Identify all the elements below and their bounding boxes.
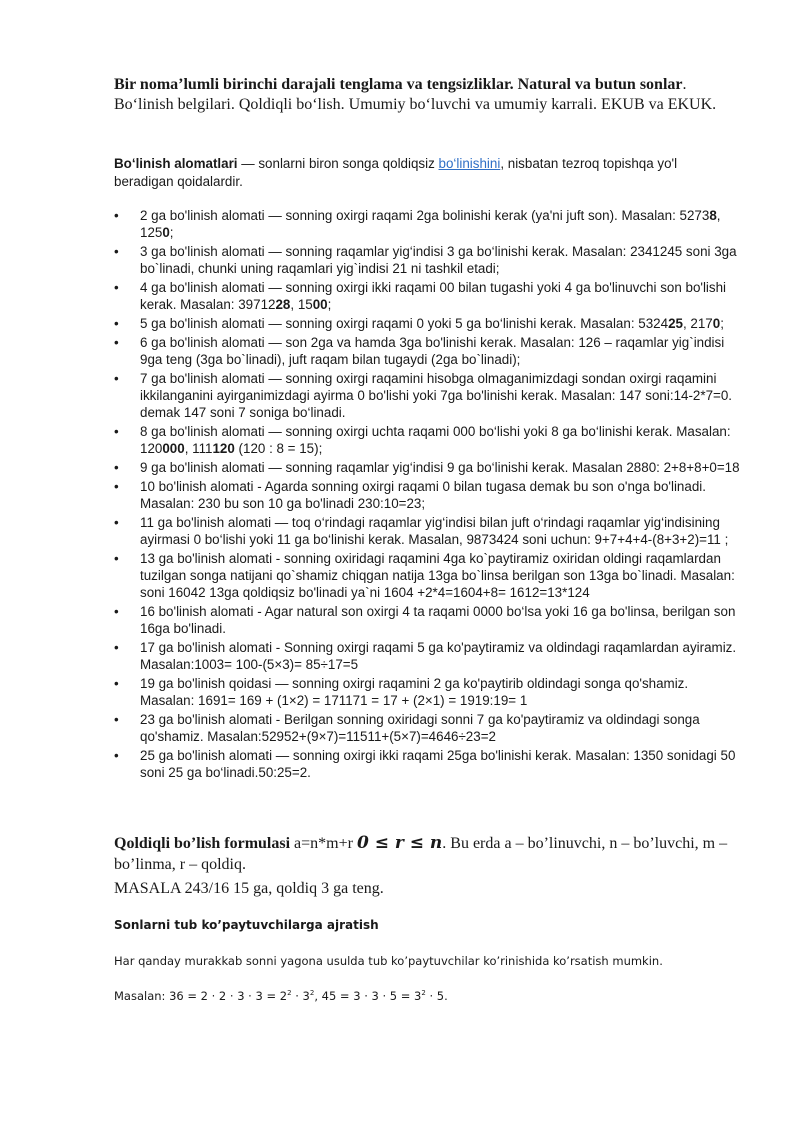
list-item bbox=[114, 514, 746, 548]
bullet: • bbox=[114, 712, 119, 727]
factorization-title: Sonlarni tub ko’paytuvchilarga ajratish bbox=[114, 918, 379, 932]
bullet: • bbox=[114, 460, 119, 475]
example-text: , 45 = 3 · 3 · 5 = 3 bbox=[314, 989, 422, 1003]
rule-bold: 0 bbox=[162, 225, 170, 240]
exponent: 2 bbox=[287, 989, 292, 997]
rule-text: 13 ga bo'linish alomati - sonning oxiridagi raqamini 4ga ko`paytiramiz oxiridan oldingi raqamlardan tuzilgan songa natijani qo`shamiz chiqgan natija 13ga bo`linsa berilgan son 13ga bo`linadi. Masalan: soni 16042 13ga qoldiqsiz bo'linadi ya`ni 1604 +2*4=1604+8= 1612=13*124 bbox=[140, 551, 735, 600]
heading-dot: . bbox=[682, 76, 687, 93]
list-item bbox=[114, 370, 746, 421]
list-item bbox=[114, 423, 746, 457]
bullet: • bbox=[114, 479, 119, 494]
list-item bbox=[114, 334, 746, 368]
bullet: • bbox=[114, 676, 119, 691]
bullet: • bbox=[114, 335, 119, 350]
rule-text: ; bbox=[720, 316, 724, 331]
factorization-text: Har qanday murakkab sonni yagona usulda tub ko’paytuvchilar ko’rinishida ko’rsatish mumkin. bbox=[114, 954, 663, 968]
rule-text: 11 ga bo'linish alomati — toq o‘rindagi raqamlar yig‘indisi bilan juft o‘rindagi raqamlar yig‘indisining ayirmasi 0 bo‘lishi yoki 11 ga bo‘linishi kerak. Masalan, 9873424 soni uchun: 9+7+4+4-(8+3+2)=11 ; bbox=[140, 515, 729, 547]
divisibility-rules-list bbox=[114, 207, 746, 783]
rule-text: 19 ga bo'linish qoidasi — sonning oxirgi raqamini 2 ga ko'paytirib oldindagi songa qo'shamiz. Masalan: 1691= 169 + (1×2) = 171171 = 17 + (2×1) = 1919:19= 1 bbox=[140, 676, 689, 708]
remainder-formula bbox=[114, 833, 734, 875]
rule-text: 25 ga bo'linish alomati — sonning oxirgi ikki raqami 25ga bo'linishi kerak. Masalan: 1350 sonidagi 50 soni 25 ga bo‘linadi.50:25=2. bbox=[140, 748, 736, 780]
rule-bold: 120 bbox=[212, 441, 235, 456]
bullet: • bbox=[114, 515, 119, 530]
list-item bbox=[114, 279, 746, 313]
rule-bold: 28 bbox=[275, 297, 291, 312]
rule-text: 17 ga bo'linish alomati - Sonning oxirgi raqami 5 ga ko'paytiramiz va oldindagi raqamlardan ayiramiz. Masalan:1003= 100-(5×3)= 85÷17=5 bbox=[140, 640, 737, 672]
rule-text: , 15 bbox=[290, 297, 313, 312]
intro-text-after: , nisbatan tezroq topishqa yo'l beradigan qoidalardir. bbox=[114, 156, 678, 189]
rule-bold: 000 bbox=[162, 441, 185, 456]
bullet: • bbox=[114, 604, 119, 619]
rule-bold: 00 bbox=[312, 297, 328, 312]
list-item bbox=[114, 207, 746, 241]
list-item bbox=[114, 243, 746, 277]
rule-text: , 125 bbox=[140, 208, 721, 240]
example-text: · 3 bbox=[291, 989, 310, 1003]
factorization-example bbox=[114, 989, 448, 1003]
list-item bbox=[114, 747, 746, 781]
bullet: • bbox=[114, 748, 119, 763]
rule-text: 10 bo'linish alomati - Agarda sonning oxirgi raqami 0 bilan tugasa demak bu son o'nga bo'linadi. Masalan: 230 bu son 10 ga bo'linadi 230:10=23; bbox=[140, 479, 706, 511]
heading-subtitle: Bo‘linish belgilari. Qoldiqli bo‘lish. Umumiy bo‘luvchi va umumiy karrali. EKUB va EKUK. bbox=[114, 96, 717, 113]
rule-text: 6 ga bo'linish alomati — son 2ga va hamda 3ga bo'linishi kerak. Masalan: 126 – raqamlar yig`indisi 9ga teng (3ga bo`linadi), juft raqam bilan tugaydi (2ga bo`linadi); bbox=[140, 335, 725, 367]
list-item bbox=[114, 550, 746, 601]
heading-bold: Bir noma’lumli birinchi darajali tenglama va tengsizliklar. Natural va butun sonlar bbox=[114, 76, 683, 93]
bullet: • bbox=[114, 640, 119, 655]
exponent: 2 bbox=[421, 989, 426, 997]
document-heading bbox=[114, 75, 754, 115]
example-problem: MASALA 243/16 15 ga, qoldiq 3 ga teng. bbox=[114, 880, 384, 897]
list-item bbox=[114, 459, 746, 476]
list-item bbox=[114, 478, 746, 512]
rule-text: 7 ga bo'linish alomati — sonning oxirgi raqamini hisobga olmaganimizdagi sondan oxirgi raqamini ikkilanganini ayirganimizdagi ayirma 0 bo'lishi yoki 7ga bo'linishi kerak. Masalan: 147 soni:14-2*7=0. demak 147 soni 7 soniga bo‘linadi. bbox=[140, 371, 733, 420]
rule-text: ; bbox=[169, 225, 174, 240]
list-item bbox=[114, 639, 746, 673]
bullet: • bbox=[114, 280, 119, 295]
intro-paragraph bbox=[114, 155, 724, 191]
rule-text: , 111 bbox=[184, 441, 213, 456]
rule-text: 3 ga bo'linish alomati — sonning raqamlar yig‘indisi 3 ga bo‘linishi kerak. Masalan: 2341245 soni 3ga bo`linadi, chunki uning raqamlari yig`indisi 21 ni tashkil etadi; bbox=[140, 244, 737, 276]
rule-text: 23 ga bo'linish alomati - Berilgan sonning oxiridagi sonni 7 ga ko'paytiramiz va oldindagi songa qo'shamiz. Masalan:52952+(9×7)=11511+(5×7)=4646÷23=2 bbox=[140, 712, 700, 744]
formula-explanation: . Bu erda a – bo’linuvchi, n – bo’luvchi, m – bo’linma, r – qoldiq. bbox=[114, 835, 728, 873]
rule-text: , 217 bbox=[682, 316, 713, 331]
bullet: • bbox=[114, 371, 119, 386]
divisibility-link[interactable]: bo‘linishini bbox=[438, 156, 501, 171]
bullet: • bbox=[114, 316, 119, 331]
rule-text: 8 ga bo'linish alomati — sonning oxirgi uchta raqami 000 bo‘lishi yoki 8 ga bo‘linishi kerak. Masalan: 120 bbox=[140, 424, 731, 456]
formula-inequality: 0 ≤ 𝒓 ≤ 𝒏 bbox=[356, 833, 443, 853]
list-item bbox=[114, 603, 746, 637]
formula-equation: a=n*m+r bbox=[290, 835, 357, 852]
rule-bold: 8 bbox=[709, 208, 717, 223]
rule-bold: 25 bbox=[668, 316, 683, 331]
intro-term: Bo‘linish alomatlari bbox=[114, 156, 238, 171]
example-text: · 5. bbox=[425, 989, 448, 1003]
rule-bold: 0 bbox=[712, 316, 721, 331]
rule-text: 5 ga bo'linish alomati — sonning oxirgi raqami 0 yoki 5 ga bo‘linishi kerak. Masalan: 5324 bbox=[140, 316, 669, 331]
rule-text: 2 ga bo'linish alomati — sonning oxirgi raqami 2ga bolinishi kerak (ya'ni juft son). Masalan: 5273 bbox=[140, 208, 710, 223]
intro-text-before: — sonlarni biron songa qoldiqsiz bbox=[237, 156, 439, 171]
rule-text: 9 ga bo'linish alomati — sonning raqamlar yig‘indisi 9 ga bo‘linishi kerak. Masalan 2880: 2+8+8+0=18 bbox=[140, 460, 740, 475]
list-item bbox=[114, 675, 746, 709]
rule-text: ; bbox=[327, 297, 332, 312]
bullet: • bbox=[114, 244, 119, 259]
bullet: • bbox=[114, 551, 119, 566]
formula-title: Qoldiqli bo’lish formulasi bbox=[114, 835, 291, 852]
bullet: • bbox=[114, 424, 119, 439]
list-item bbox=[114, 711, 746, 745]
exponent: 2 bbox=[309, 989, 315, 997]
rule-text: 16 bo'linish alomati - Agar natural son oxirgi 4 ta raqami 0000 bo‘lsa yoki 16 ga bo'linsa, berilgan son 16ga bo'linadi. bbox=[140, 604, 736, 636]
rule-text: 4 ga bo'linish alomati — sonning oxirgi ikki raqami 00 bilan tugashi yoki 4 ga bo'linuvchi son bo'lishi kerak. Masalan: 39712 bbox=[140, 280, 727, 312]
example-text: Masalan: 36 = 2 · 2 · 3 · 3 = 2 bbox=[114, 989, 288, 1003]
bullet: • bbox=[114, 208, 119, 223]
list-item bbox=[114, 315, 746, 332]
rule-text: (120 : 8 = 15); bbox=[234, 441, 323, 456]
